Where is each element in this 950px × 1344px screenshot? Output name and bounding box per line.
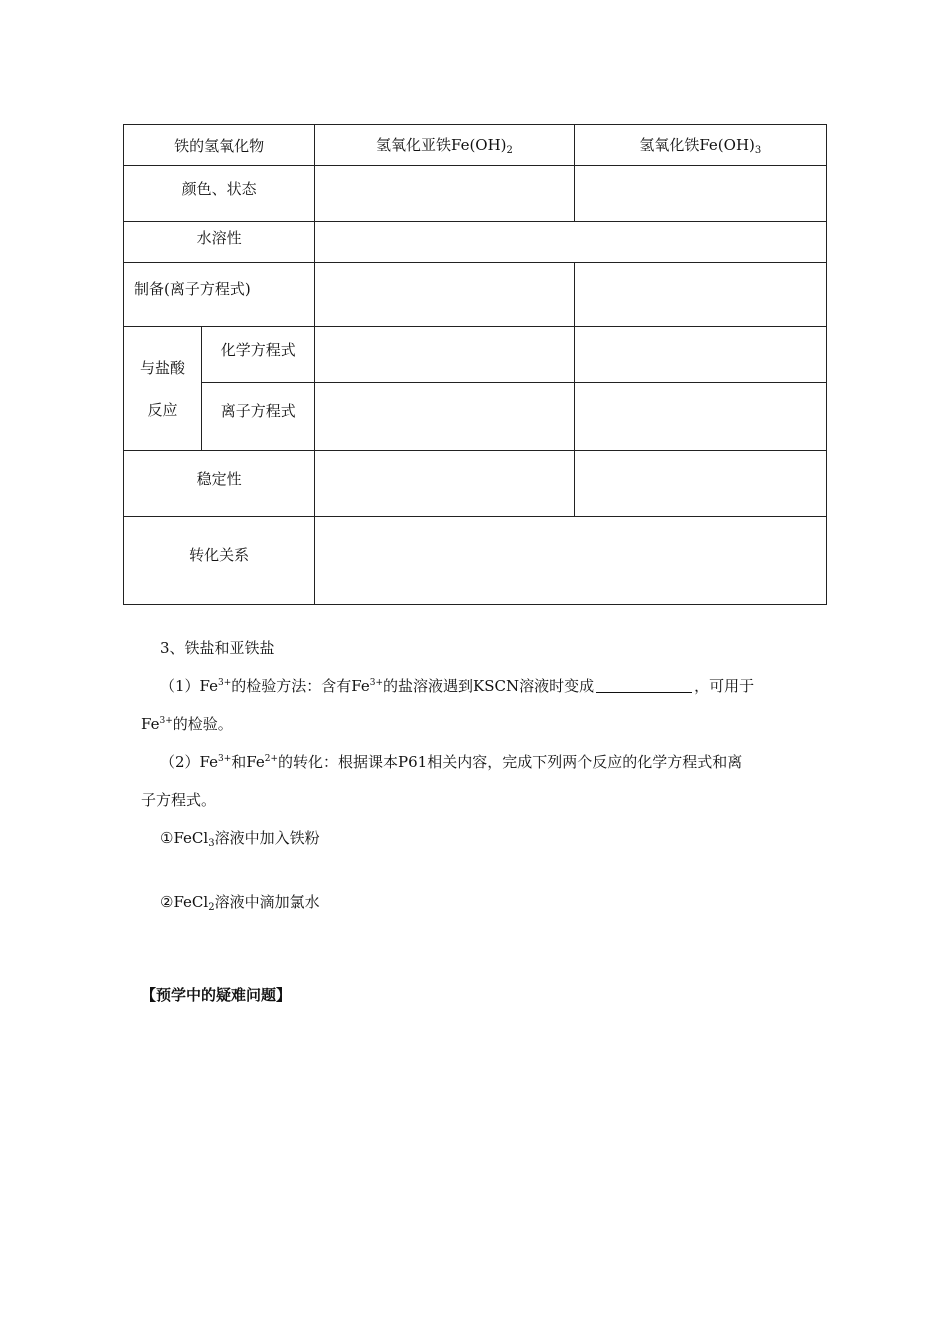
cell-blank: [315, 222, 827, 263]
answer-blank[interactable]: [596, 677, 692, 693]
row-label-chemical-equation: 化学方程式: [202, 327, 315, 383]
cell-blank: [315, 263, 574, 327]
item1-line2: $Fe^{3+}$的检验。: [141, 715, 233, 733]
iron-hydroxide-table: [123, 124, 827, 605]
header-ferrous-hydroxide: 氢氧化亚铁$Fe(OH)_2$: [315, 125, 574, 166]
row-label-solubility: 水溶性: [124, 222, 315, 263]
item2-line2: 子方程式。: [141, 791, 217, 809]
header-iron-hydroxide: 铁的氢氧化物: [124, 125, 315, 166]
row-label-color-state: 颜色、状态: [124, 166, 315, 222]
cell-blank: [315, 451, 574, 517]
cell-blank: [574, 451, 826, 517]
hcl-reaction-line2: 反应: [147, 400, 178, 419]
row-label-conversion: 转化关系: [124, 517, 315, 605]
row-label-hcl-reaction: [124, 327, 202, 451]
cell-blank: [315, 327, 574, 383]
table-row: [124, 222, 827, 263]
cell-blank: [315, 166, 574, 222]
reaction2: ②FeCl$_2$溶液中滴加氯水: [160, 893, 320, 913]
table-row: [124, 451, 827, 517]
cell-blank: [574, 327, 826, 383]
table-row: [124, 383, 827, 451]
cell-blank: [315, 517, 827, 605]
section3-title: 3、铁盐和亚铁盐: [160, 639, 275, 657]
row-label-preparation: 制备(离子方程式): [124, 263, 315, 327]
table-header-row: [124, 125, 827, 166]
table-row: [124, 517, 827, 605]
reaction1: ①FeCl$_3$溶液中加入铁粉: [160, 829, 320, 849]
table-row: [124, 166, 827, 222]
item1-line1: $(1)Fe^{3+}$的检验方法：含有$Fe^{3+}$的盐溶液遇到KSCN溶液时变成 ，可用于: [160, 677, 755, 695]
table-row: [124, 263, 827, 327]
item2-line1: $(2)Fe^{3+}$和$Fe^{2+}$的转化：根据课本P61相关内容，完成下列两个反应的化学方程式和离: [160, 753, 743, 771]
hcl-reaction-line1: 与盐酸: [140, 358, 186, 377]
header-ferric-hydroxide: 氢氧化铁$Fe(OH)_3$: [574, 125, 826, 166]
questions-heading: 【预学中的疑难问题】: [141, 986, 292, 1004]
cell-blank: [574, 263, 826, 327]
cell-blank: [574, 166, 826, 222]
table-row: [124, 327, 827, 383]
row-label-stability: 稳定性: [124, 451, 315, 517]
cell-blank: [315, 383, 574, 451]
cell-blank: [574, 383, 826, 451]
row-label-ionic-equation: 离子方程式: [202, 383, 315, 451]
